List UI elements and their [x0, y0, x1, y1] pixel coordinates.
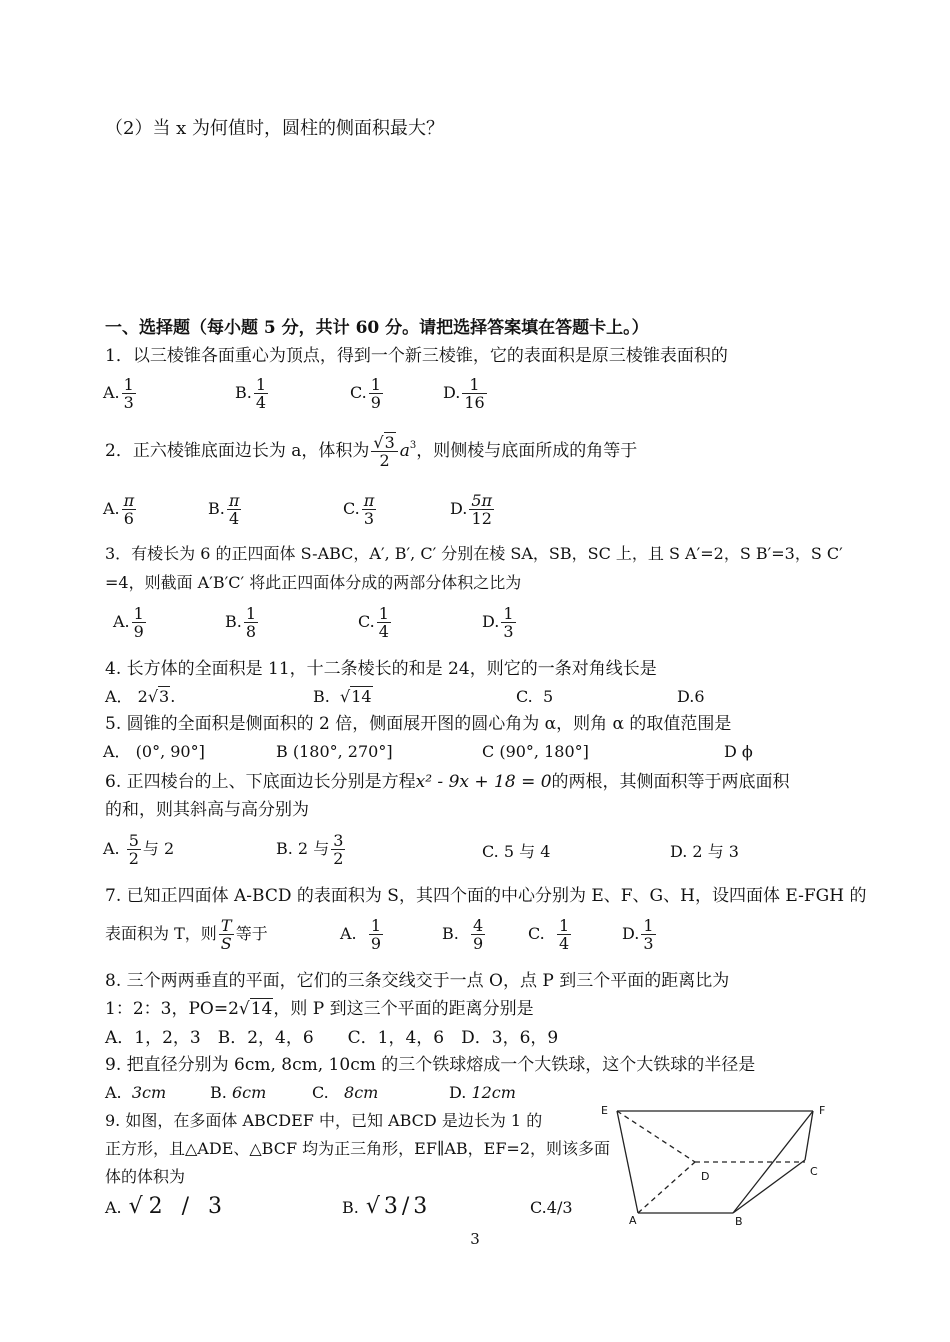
- q7-line1: 7. 已知正四面体 A-BCD 的表面积为 S，其四个面的中心分别为 E、F、G、H，设四面体 E-FGH 的: [105, 886, 867, 906]
- q2-option-a: A. $\frac{\pi}{6}$: [103, 491, 135, 528]
- figure-label-a: A: [629, 1214, 637, 1227]
- q9b-line3: 体的体积为: [105, 1167, 186, 1186]
- q3-option-a: A. $\frac{1}{9}$: [113, 604, 144, 641]
- q7-option-b: B. $\frac{4}{9}$: [442, 916, 484, 953]
- q3-option-d: D. $\frac{1}{3}$: [482, 604, 514, 641]
- q4-option-c: C. 5: [516, 687, 554, 706]
- q5-option-c: C (90°, 180°]: [482, 742, 589, 761]
- q6-option-b: B. 2 与 $\frac{3}{2}$: [276, 831, 344, 868]
- q7-line2: 表面积为 T，则 $\frac{T}{S}$ 等于: [105, 916, 268, 953]
- q8-line2: 1：2：3，PO=2√14，则 P 到这三个平面的距离分别是: [105, 999, 534, 1019]
- q2-text: 2．正六棱锥底面边长为 a，体积为 $\frac{√3}{2}$ $a^3$，则侧棱与底面所成的角等于: [105, 433, 638, 470]
- figure-label-d: D: [701, 1170, 710, 1183]
- q3-option-c: C. $\frac{1}{4}$: [358, 604, 389, 641]
- q5-text: 5. 圆锥的全面积是侧面积的 2 倍，侧面展开图的圆心角为 α，则角 α 的取值范围是: [105, 714, 732, 734]
- q3-option-b: B. $\frac{1}{8}$: [225, 604, 257, 641]
- q5-option-d: D ϕ: [724, 742, 753, 761]
- q1-text: 1．以三棱锥各面重心为顶点，得到一个新三棱锥，它的表面积是原三棱锥表面积的: [105, 346, 728, 366]
- q9b-option-b: B. √3/3: [342, 1194, 432, 1219]
- q5-option-b: B (180°, 270°]: [276, 742, 393, 761]
- polyhedron-figure: [595, 1100, 835, 1230]
- figure-label-e: E: [601, 1104, 608, 1117]
- q6-option-d: D. 2 与 3: [670, 842, 739, 861]
- q7-option-d: D. $\frac{1}{3}$: [622, 916, 654, 953]
- q2-option-d: D. $\frac{5\pi}{12}$: [450, 491, 493, 528]
- figure-label-f: F: [819, 1104, 826, 1117]
- q3-line2: =4，则截面 A′B′C′ 将此正四面体分成的两部分体积之比为: [105, 573, 522, 592]
- q6-option-a: A. $\frac{5}{2}$ 与 2: [103, 831, 175, 868]
- q1-option-b: B. $\frac{1}{4}$: [235, 375, 267, 412]
- q2-option-b: B. $\frac{\pi}{4}$: [208, 491, 240, 528]
- q5-option-a: A． (0°, 90°]: [103, 742, 205, 761]
- q2-option-c: C. $\frac{\pi}{3}$: [343, 491, 375, 528]
- q4-text: 4. 长方体的全面积是 11，十二条棱长的和是 24，则它的一条对角线长是: [105, 659, 657, 679]
- q9b-line1: 9. 如图，在多面体 ABCDEF 中，已知 ABCD 是边长为 1 的: [105, 1111, 543, 1130]
- q6-line2: 的和，则其斜高与高分别为: [105, 800, 309, 820]
- q6-option-c: C. 5 与 4: [482, 842, 551, 861]
- q9b-option-a: A. √2 / 3: [105, 1194, 229, 1219]
- q7-option-a: A. $\frac{1}{9}$: [340, 916, 381, 953]
- q4-option-a: A． 2√3.: [105, 687, 176, 706]
- q8-line1: 8. 三个两两垂直的平面，它们的三条交线交于一点 O，点 P 到三个平面的距离比为: [105, 971, 730, 991]
- q9b-line2: 正方形，且△ADE、△BCF 均为正三角形，EF∥AB，EF=2，则该多面: [105, 1139, 611, 1158]
- figure-label-c: C: [810, 1165, 818, 1178]
- q4-option-d: D.6: [677, 687, 705, 706]
- q1-option-c: C. $\frac{1}{9}$: [350, 375, 381, 412]
- q9a-option-c: C. 8cm: [312, 1083, 379, 1102]
- figure-label-b: B: [735, 1215, 743, 1228]
- q9b-option-c: C.4/3: [530, 1198, 573, 1217]
- section-title: 一、选择题（每小题 5 分，共计 60 分。请把选择答案填在答题卡上。）: [105, 318, 649, 338]
- q9a-option-d: D. 12cm: [449, 1083, 516, 1102]
- q9a-option-a: A. 3cm: [105, 1083, 167, 1102]
- top-question: （2）当 x 为何值时，圆柱的侧面积最大？: [105, 118, 445, 139]
- q6-line1: 6. 正四棱台的上、下底面边长分别是方程x² - 9x + 18 = 0的两根，其侧面积等于两底面积: [105, 772, 790, 792]
- q4-option-b: B. √14: [313, 687, 372, 706]
- q8-options: A．1，2，3 B．2，4，6 C．1，4，6 D．3，6，9: [105, 1028, 559, 1048]
- q1-option-a: A. $\frac{1}{3}$: [103, 375, 134, 412]
- q1-option-d: D. $\frac{1}{16}$: [443, 375, 485, 412]
- q3-line1: 3．有棱长为 6 的正四面体 S-ABC，A′, B′, C′ 分别在棱 SA，SB，SC 上，且 S A′=2，S B′=3，S C′: [105, 544, 843, 563]
- q7-option-c: C. $\frac{1}{4}$: [528, 916, 570, 953]
- page-number: 3: [470, 1230, 480, 1248]
- q9a-text: 9. 把直径分别为 6cm, 8cm, 10cm 的三个铁球熔成一个大铁球，这个大铁球的半径是: [105, 1055, 756, 1075]
- q9a-option-b: B. 6cm: [210, 1083, 267, 1102]
